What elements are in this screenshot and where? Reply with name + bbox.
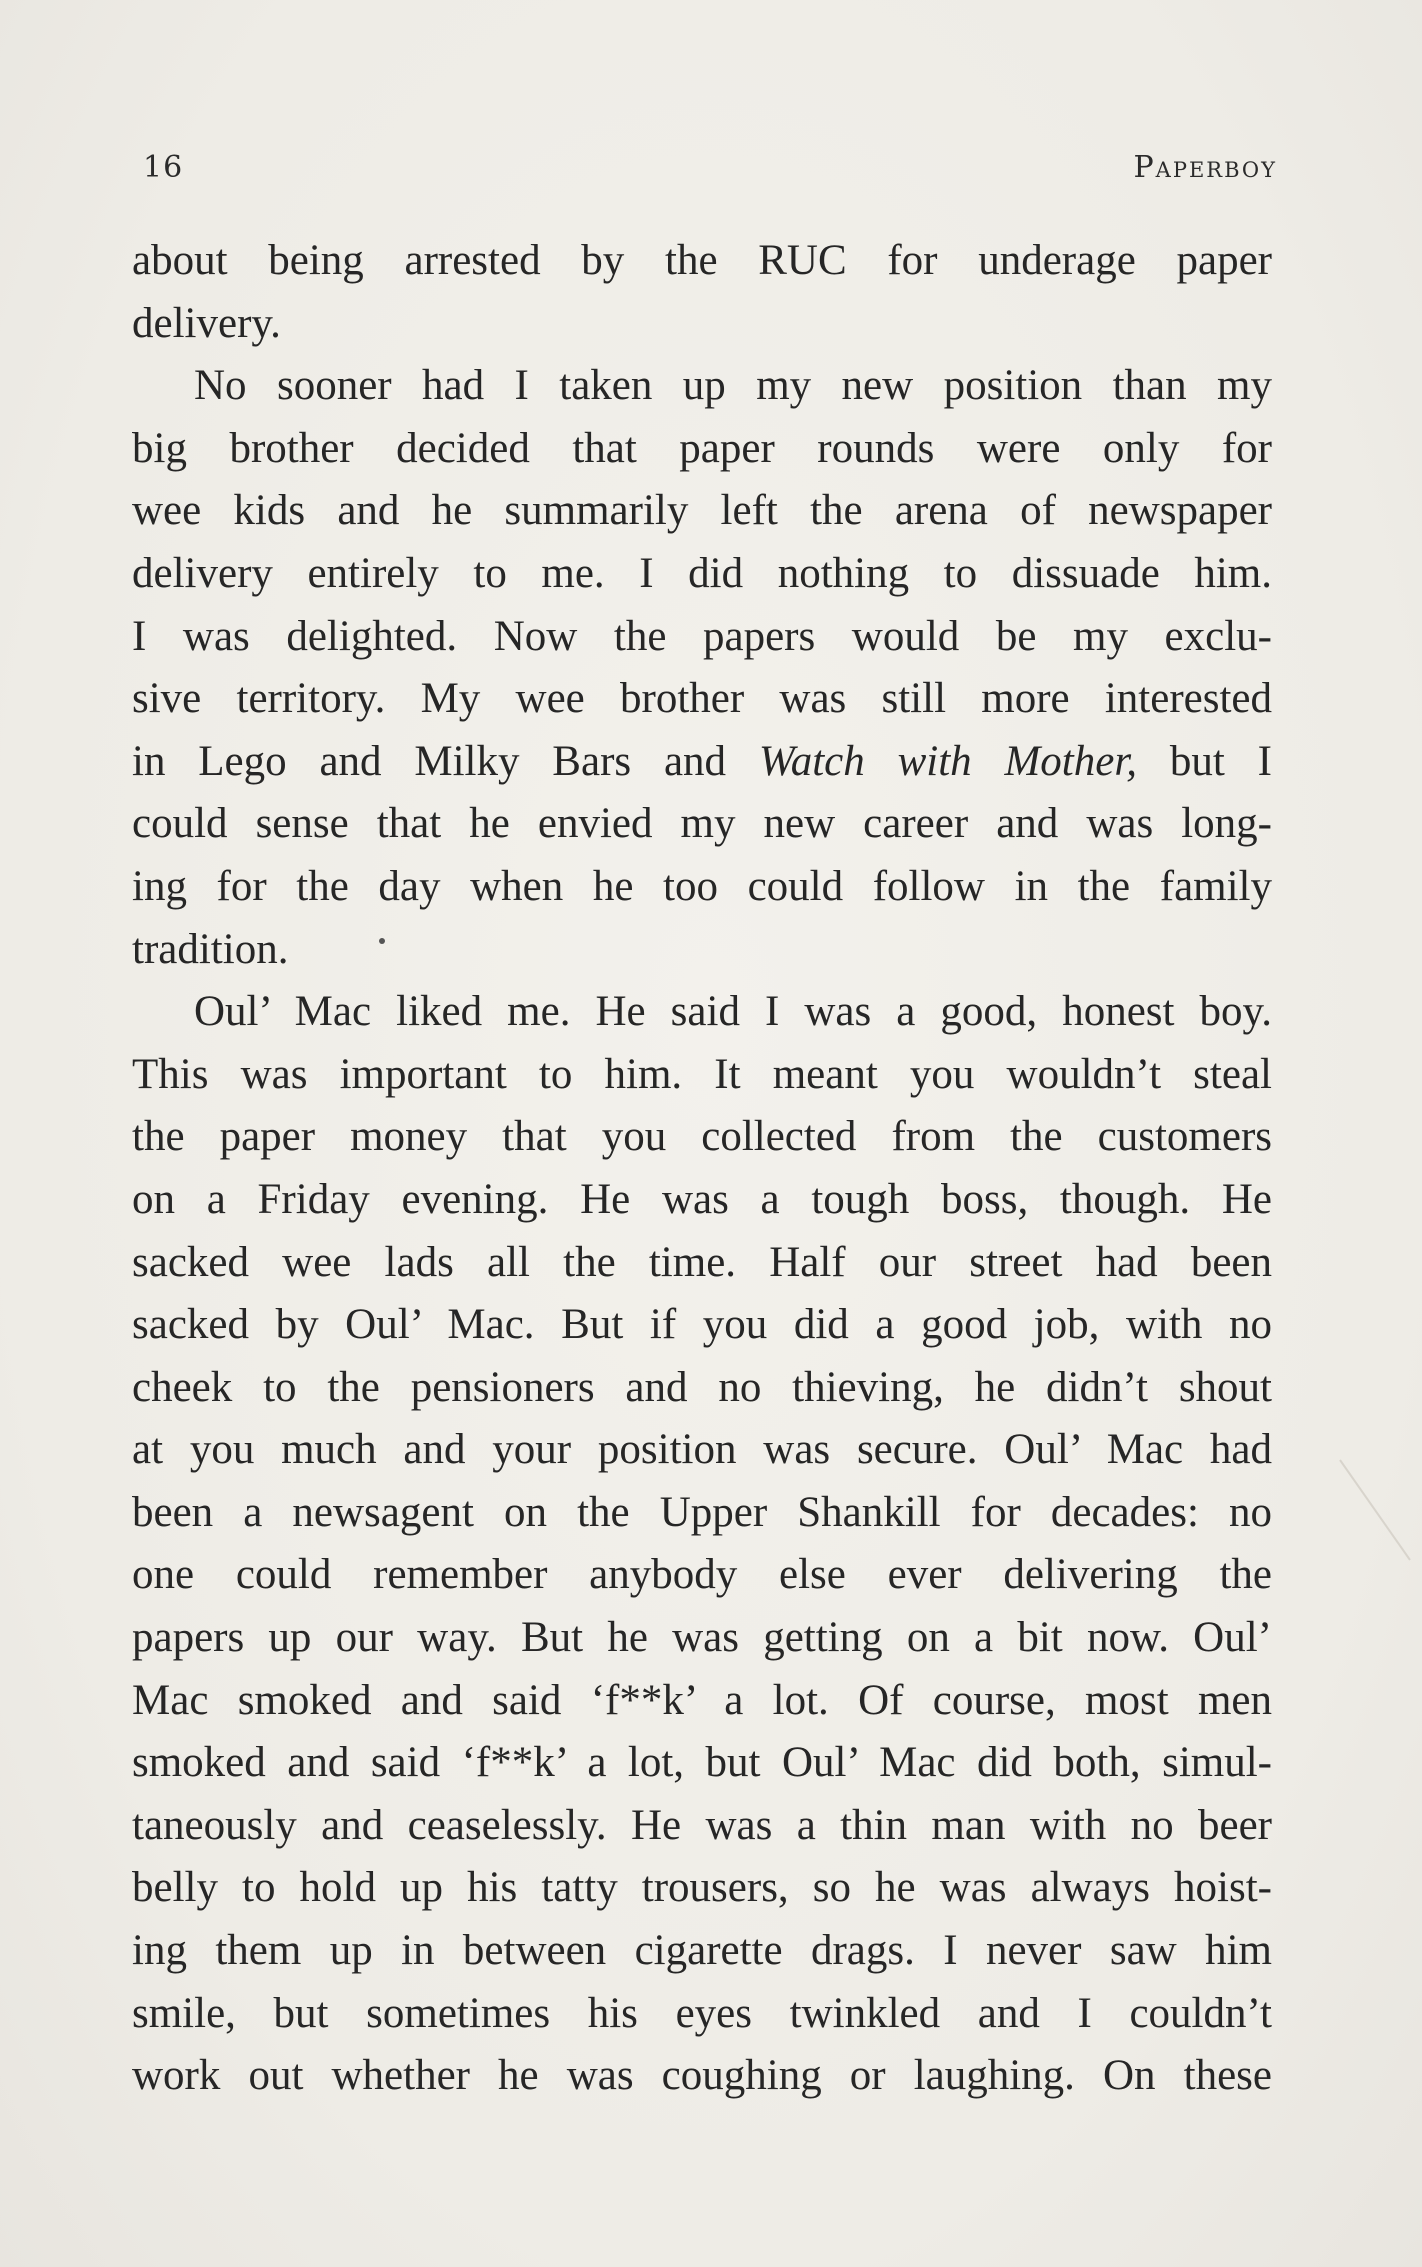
text-line: cheek to the pensioners and no thieving, he didn’t shout [132, 1363, 1272, 1411]
body-text [132, 230, 1272, 2108]
text-line: taneously and ceaselessly. He was a thin man with no beer [132, 1801, 1272, 1849]
text-line: I was delighted. Now the papers would be my exclu- [132, 612, 1272, 660]
text-line-with-title [132, 731, 1272, 794]
paper-crease [1340, 1460, 1410, 1560]
paragraph-first-line: No sooner had I taken up my new position than my [194, 362, 1272, 410]
text-line: tradition. [132, 925, 289, 973]
text-line: sacked wee lads all the time. Half our street had been [132, 1238, 1272, 1286]
text-line: papers up our way. But he was getting on a bit now. Oul’ [132, 1614, 1272, 1662]
running-head: Paperboy [1133, 150, 1277, 185]
text-run: in Lego and Milky Bars and [132, 737, 759, 785]
text-line: about being arrested by the RUC for underage paper [132, 237, 1272, 284]
text-line: the paper money that you collected from the customers [132, 1113, 1272, 1161]
text-line: smile, but sometimes his eyes twinkled and I couldn’t [132, 1989, 1272, 2037]
paragraph-first-line: Oul’ Mac liked me. He said I was a good, honest boy. [194, 988, 1272, 1036]
text-line: wee kids and he summarily left the arena of newspaper [132, 487, 1272, 535]
text-line: big brother decided that paper rounds were only for [132, 424, 1272, 472]
text-line: sive territory. My wee brother was still more interested [132, 675, 1272, 723]
text-line: work out whether he was coughing or laughing. On these [132, 2052, 1272, 2100]
text-line: delivery. [132, 299, 281, 347]
page-number: 16 [143, 150, 184, 185]
text-line: Mac smoked and said ‘f**k’ a lot. Of course, most men [132, 1676, 1272, 1724]
text-line: belly to hold up his tatty trousers, so he was always hoist- [132, 1864, 1272, 1912]
text-line: delivery entirely to me. I did nothing to dissuade him. [132, 549, 1272, 597]
text-line: smoked and said ‘f**k’ a lot, but Oul’ Mac did both, simul- [132, 1739, 1272, 1787]
text-line: one could remember anybody else ever delivering the [132, 1551, 1272, 1599]
text-line: at you much and your position was secure. Oul’ Mac had [132, 1426, 1272, 1474]
text-line: sacked by Oul’ Mac. But if you did a good job, with no [132, 1301, 1272, 1349]
text-line: been a newsagent on the Upper Shankill for decades: no [132, 1488, 1272, 1536]
italic-title: Watch with Mother, [758, 737, 1138, 785]
text-line: This was important to him. It meant you wouldn’t steal [132, 1050, 1272, 1098]
text-line: on a Friday evening. He was a tough boss, though. He [132, 1175, 1272, 1223]
text-line: ing them up in between cigarette drags. I never saw him [132, 1927, 1272, 1975]
text-run: but I [1137, 737, 1272, 785]
text-line: could sense that he envied my new career and was long- [132, 800, 1272, 848]
text-line: ing for the day when he too could follow in the family [132, 862, 1272, 910]
